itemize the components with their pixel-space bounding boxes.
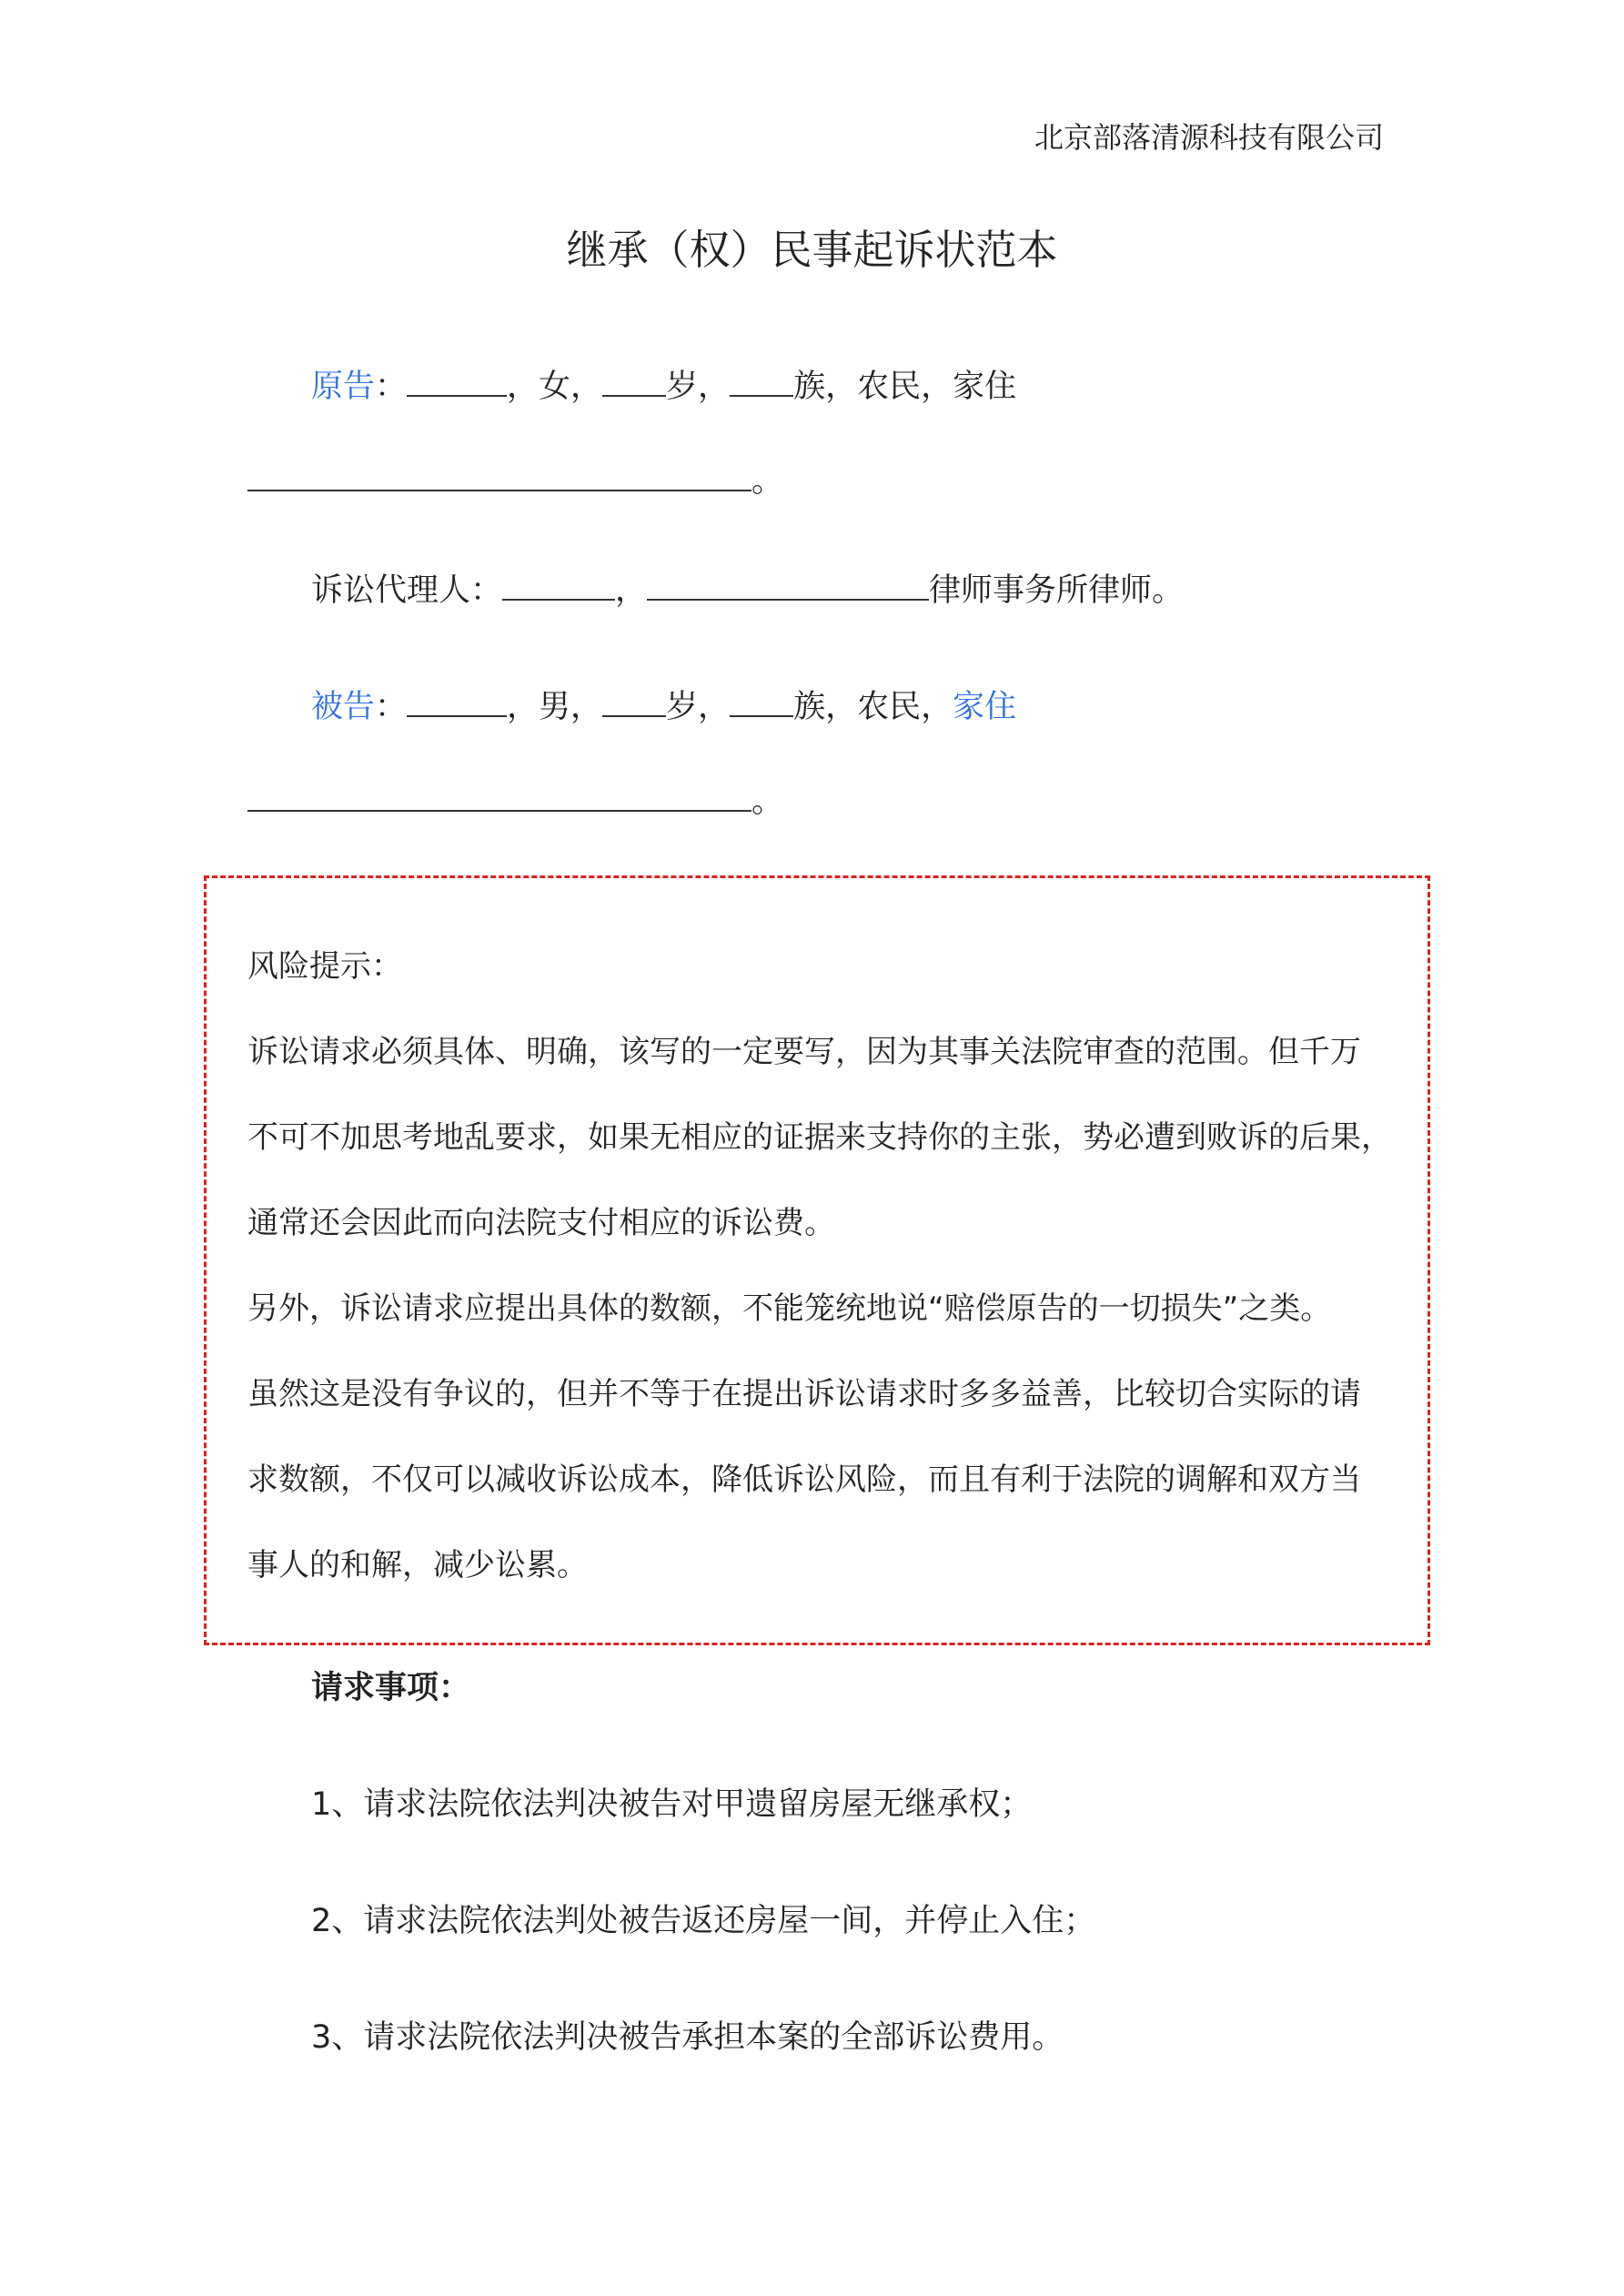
risk-notice-line: 通常还会因此而向法院支付相应的诉讼费。 (247, 1205, 835, 1241)
risk-notice-line: 虽然这是没有争议的，但并不等于在提出诉讼请求时多多益善，比较切合实际的请 (247, 1376, 1361, 1412)
plaintiff-address-blank (247, 459, 751, 491)
agent-firm-blank (647, 568, 929, 601)
agent-name-blank (502, 568, 615, 601)
plaintiff-name-blank (407, 364, 507, 397)
defendant-address-end: 。 (751, 784, 784, 820)
defendant-colon: ： (375, 689, 408, 725)
claims-heading: 请求事项： (311, 1670, 471, 1706)
plaintiff-age-suffix: 岁， (666, 369, 731, 405)
risk-notice-line: 事人的和解，减少讼累。 (247, 1547, 588, 1583)
plaintiff-ethnic-blank (730, 364, 793, 397)
claim-item: 1、请求法院依法判决被告对甲遗留房屋无继承权； (311, 1786, 1033, 1823)
defendant-name-blank (407, 684, 507, 717)
risk-notice-box (204, 875, 1430, 1645)
plaintiff-label[interactable]: 原告 (311, 369, 376, 405)
risk-notice-heading: 风险提示： (247, 948, 402, 985)
agent-label: 诉讼代理人： (311, 572, 503, 609)
defendant-age-blank (602, 684, 666, 717)
agent-sep: ， (615, 572, 648, 609)
risk-notice-line: 求数额，不仅可以减收诉讼成本，降低诉讼风险，而且有利于法院的调解和双方当 (247, 1462, 1361, 1498)
agent-line (311, 568, 1184, 613)
risk-notice-line: 另外，诉讼请求应提出具体的数额，不能笼统地说“赔偿原告的一切损失”之类。 (247, 1290, 1332, 1327)
risk-notice-line: 不可不加思考地乱要求，如果无相应的证据来支持你的主张，势必遭到败诉的后果， (247, 1119, 1392, 1156)
defendant-line (311, 684, 1016, 730)
claim-item: 3、请求法院依法判决被告承担本案的全部诉讼费用。 (311, 2019, 1064, 2056)
plaintiff-colon: ： (375, 369, 408, 405)
defendant-age-suffix: 岁， (666, 689, 731, 725)
defendant-gender: ，男， (507, 689, 603, 725)
defendant-label[interactable]: 被告 (311, 689, 376, 725)
company-name: 北京部落清源科技有限公司 (1034, 120, 1384, 155)
plaintiff-address-end: 。 (751, 463, 784, 500)
defendant-address-blank (247, 779, 751, 812)
agent-firm-suffix: 律师事务所律师。 (929, 572, 1185, 609)
plaintiff-line (311, 364, 1016, 410)
defendant-address-line (247, 779, 783, 824)
document-title: 继承（权）民事起诉状范本 (566, 226, 1058, 274)
risk-notice-line: 诉讼请求必须具体、明确，该写的一定要写，因为其事关法院审查的范围。但千万 (247, 1034, 1361, 1070)
plaintiff-age-blank (602, 364, 666, 397)
plaintiff-ethnic-suffix: 族，农民，家住 (793, 369, 1017, 405)
claim-item: 2、请求法院依法判处被告返还房屋一间，并停止入住； (311, 1903, 1096, 1939)
plaintiff-gender: ，女， (507, 369, 603, 405)
defendant-ethnic-blank (730, 684, 793, 717)
defendant-ethnic-suffix: 族，农民， (793, 689, 953, 725)
defendant-home-link[interactable]: 家住 (953, 689, 1017, 725)
plaintiff-address-line (247, 459, 783, 504)
